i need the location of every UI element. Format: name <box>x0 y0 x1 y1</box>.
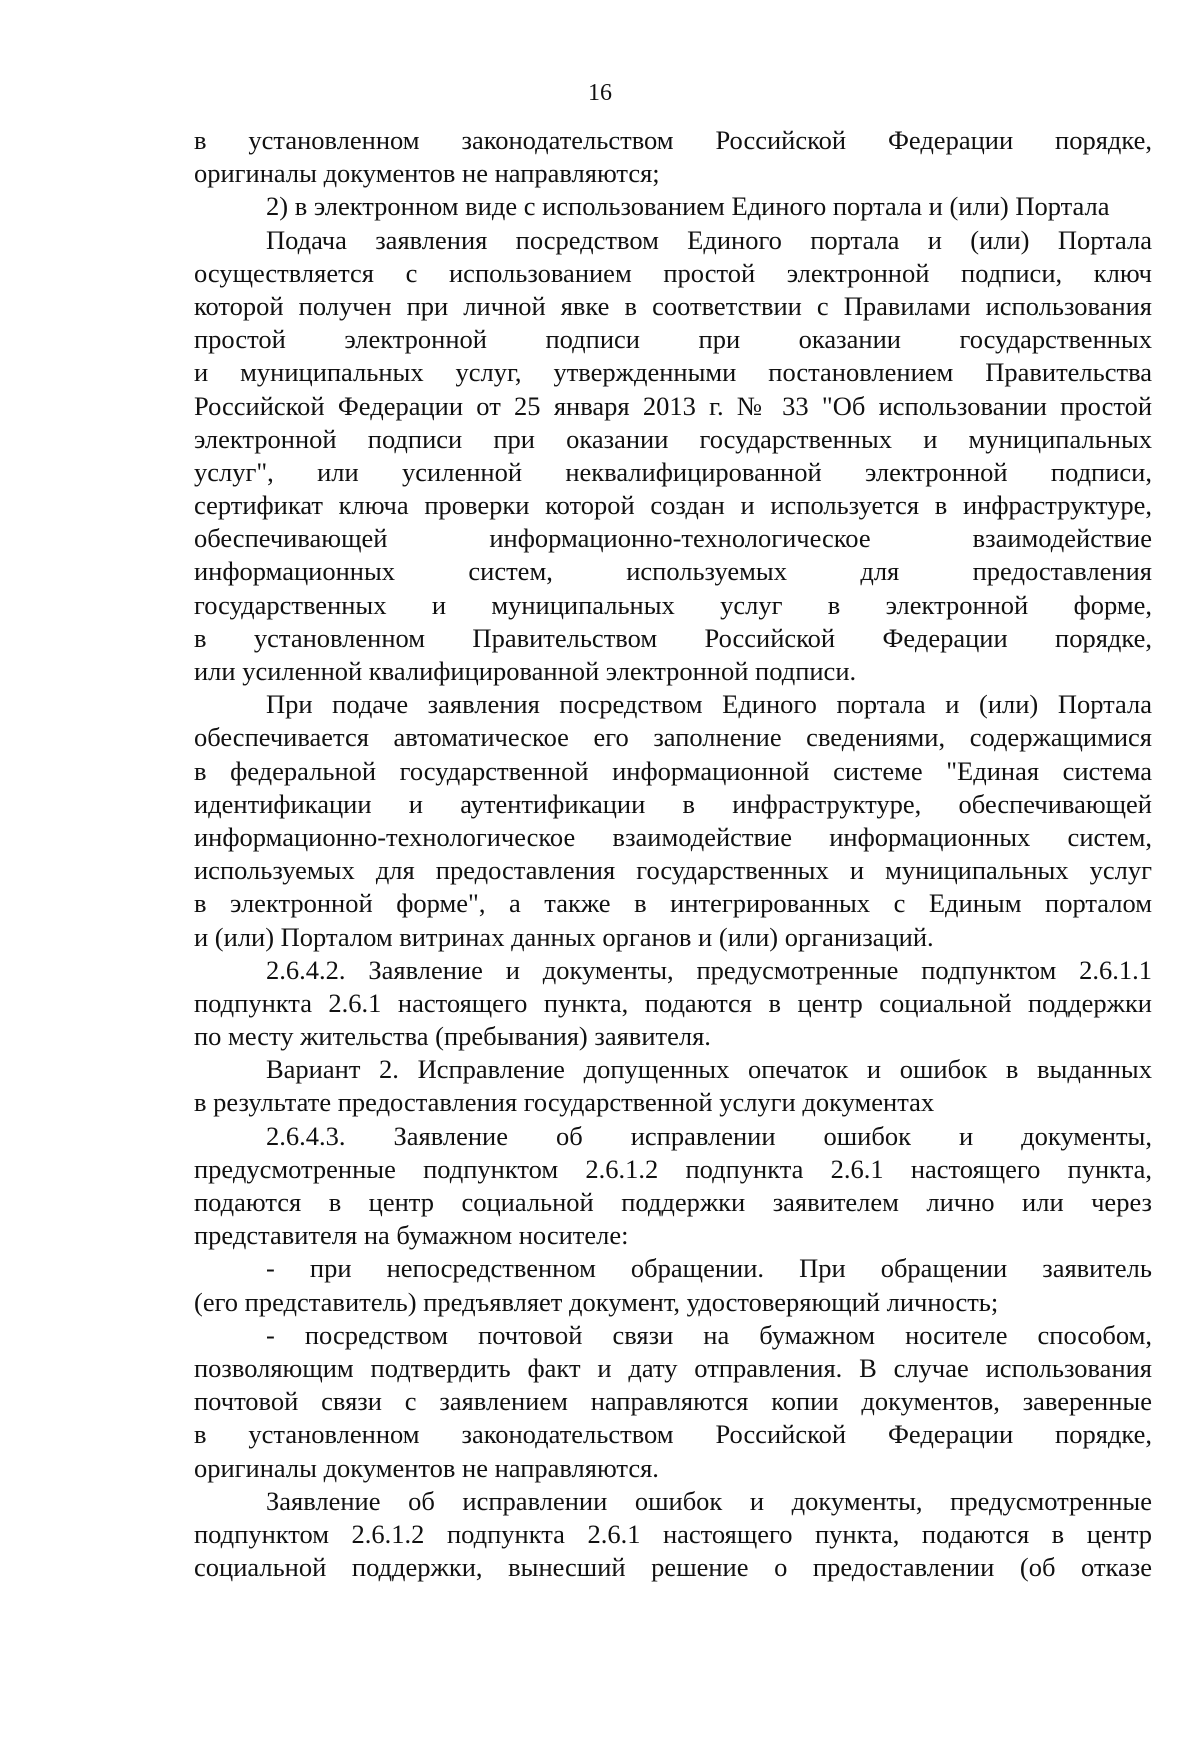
text-line: и муниципальных услуг, утвержденными постановлением Правительства <box>194 357 1152 388</box>
text-line: Вариант 2. Исправление допущенных опечаток и ошибок в выданных <box>266 1054 1152 1085</box>
text-line: государственных и муниципальных услуг в электронной форме, <box>194 589 1152 620</box>
text-line: представителя на бумажном носителе: <box>194 1220 629 1251</box>
text-line: или усиленной квалифицированной электронной подписи. <box>194 656 857 686</box>
text-line: оригиналы документов не направляются; <box>194 158 660 189</box>
text-line: 2.6.4.2. Заявление и документы, предусмотренные подпунктом 2.6.1.1 <box>266 954 1152 985</box>
text-line: 2.6.4.3. Заявление об исправлении ошибок и документы, <box>266 1120 1152 1151</box>
text-line: подпунктом 2.6.1.2 подпункта 2.6.1 настоящего пункта, подаются в центр <box>194 1518 1152 1549</box>
text-line: осуществляется с использованием простой электронной подписи, ключ <box>194 257 1152 288</box>
text-line: информационно-технологическое взаимодействие информационных систем, <box>194 821 1152 852</box>
text-line: позволяющим подтвердить факт и дату отправления. В случае использования <box>194 1352 1152 1383</box>
text-line: обеспечивается автоматическое его заполнение сведениями, содержащимися <box>194 722 1152 753</box>
text-line: социальной поддержки, вынесший решение о предоставлении (об отказе <box>194 1552 1152 1583</box>
text-line: информационных систем, используемых для предоставления <box>194 556 1152 587</box>
text-line: Заявление об исправлении ошибок и документы, предусмотренные <box>266 1485 1152 1516</box>
text-line: Российской Федерации от 25 января 2013 г. № 33 "Об использовании простой <box>194 390 1152 421</box>
text-line: используемых для предоставления государственных и муниципальных услуг <box>194 855 1152 886</box>
text-line: идентификации и аутентификации в инфраструктуре, обеспечивающей <box>194 788 1152 819</box>
document-body <box>194 124 1152 1584</box>
text-line: почтовой связи с заявлением направляются копии документов, заверенные <box>194 1386 1152 1417</box>
text-line: простой электронной подписи при оказании государственных <box>194 324 1152 355</box>
text-line: в установленном законодательством Российской Федерации порядке, <box>194 1419 1152 1450</box>
text-line: в электронной форме", а также в интегрированных с Единым порталом <box>194 888 1152 919</box>
text-line: сертификат ключа проверки которой создан и используется в инфраструктуре, <box>194 490 1152 521</box>
text-line: (его представитель) предъявляет документ, удостоверяющий личность; <box>194 1286 999 1317</box>
text-line: в результате предоставления государственной услуги документах <box>194 1087 935 1118</box>
page-number: 16 <box>588 80 612 106</box>
text-line: оригиналы документов не направляются. <box>194 1452 659 1483</box>
text-line: обеспечивающей информационно-технологическое взаимодействие <box>194 523 1152 554</box>
text-line: в федеральной государственной информационной системе "Единая система <box>194 755 1152 786</box>
text-line: в установленном Правительством Российской Федерации порядке, <box>194 622 1152 653</box>
text-line: и (или) Порталом витринах данных органов и (или) организаций. <box>194 921 934 952</box>
text-line: При подаче заявления посредством Единого портала и (или) Портала <box>266 689 1152 720</box>
text-line: электронной подписи при оказании государственных и муниципальных <box>194 423 1152 454</box>
text-line: услуг", или усиленной неквалифицированной электронной подписи, <box>194 456 1152 487</box>
text-line: Подача заявления посредством Единого портала и (или) Портала <box>266 224 1152 255</box>
text-line: - при непосредственном обращении. При обращении заявитель <box>266 1253 1152 1284</box>
text-line: по месту жительства (пребывания) заявителя. <box>194 1021 711 1052</box>
text-line: в установленном законодательством Российской Федерации порядке, <box>194 125 1152 155</box>
text-line: которой получен при личной явке в соответствии с Правилами использования <box>194 290 1152 321</box>
text-line: - посредством почтовой связи на бумажном носителе способом, <box>266 1319 1152 1350</box>
text-line: предусмотренные подпунктом 2.6.1.2 подпункта 2.6.1 настоящего пункта, <box>194 1153 1152 1184</box>
text-line: подпункта 2.6.1 настоящего пункта, подаются в центр социальной поддержки <box>194 987 1152 1018</box>
text-line: 2) в электронном виде с использованием Единого портала и (или) Портала <box>266 191 1110 222</box>
text-line: подаются в центр социальной поддержки заявителем лично или через <box>194 1187 1152 1217</box>
